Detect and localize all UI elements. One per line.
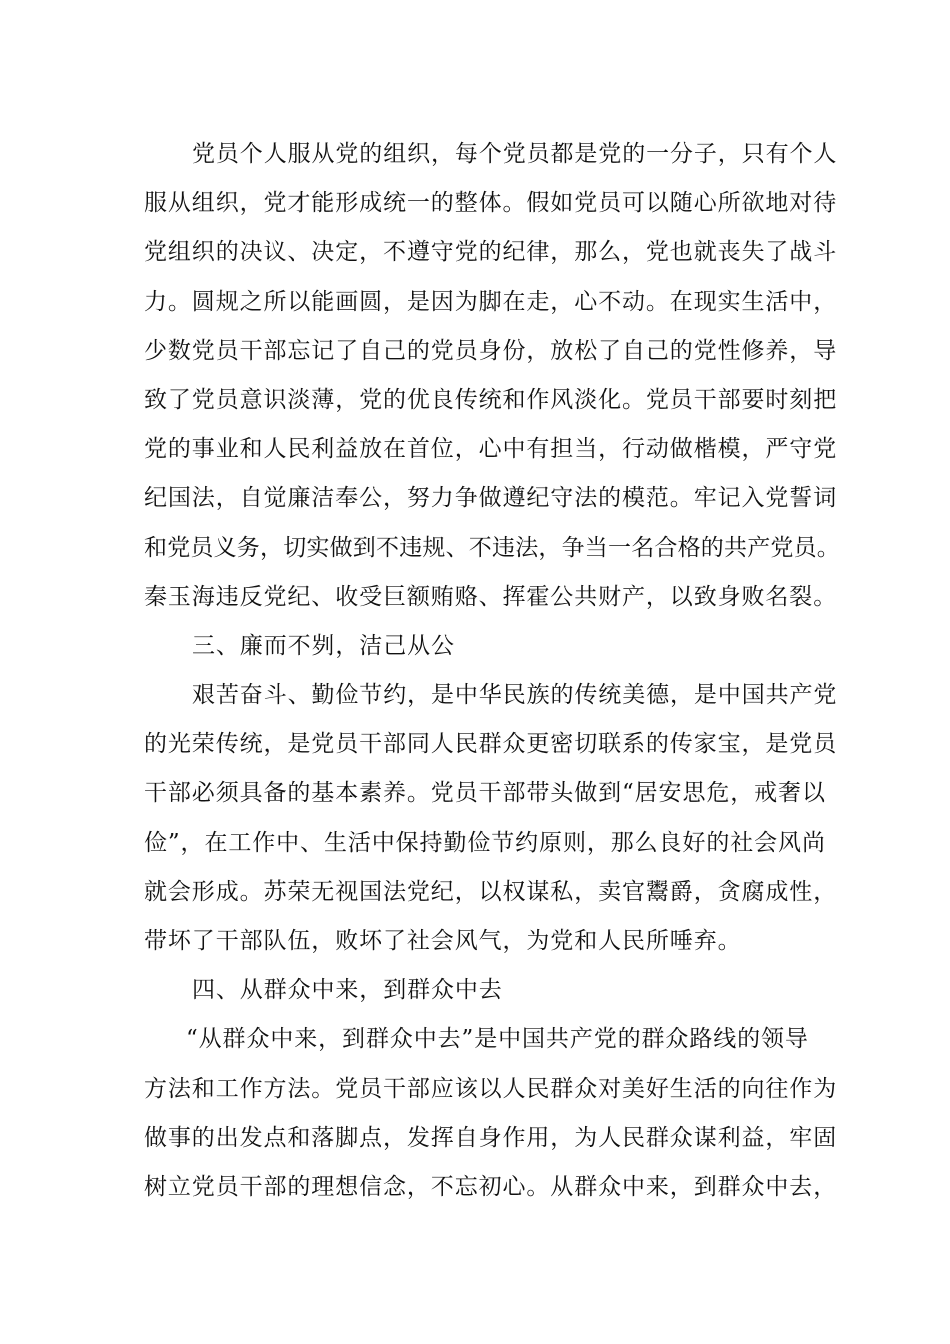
paragraph-line: 树立党员干部的理想信念，不忘初心。从群众中来，到群众中去，: [144, 1173, 838, 1200]
paragraph-line: 秦玉海违反党纪、收受巨额贿赂、挥霍公共财产，以致身败名裂。: [144, 583, 838, 610]
paragraph-line: 的光荣传统，是党员干部同人民群众更密切联系的传家宝，是党员: [144, 731, 838, 758]
paragraph-line: 和党员义务，切实做到不违规、不违法，争当一名合格的共产党员。: [144, 534, 840, 561]
section-heading: 四、从群众中来，到群众中去: [192, 977, 503, 1004]
paragraph-line: 党员个人服从党的组织，每个党员都是党的一分子，只有个人: [192, 141, 838, 167]
paragraph-line: 力。圆规之所以能画圆，是因为脚在走，心不动。在现实生活中，: [144, 288, 838, 315]
paragraph-line: 带坏了干部队伍，败坏了社会风气，为党和人民所唾弃。: [144, 928, 742, 954]
paragraph-line: 干部必须具备的基本素养。党员干部带头做到“居安思危，戒奢以: [144, 780, 826, 807]
paragraph-line: 方法和工作方法。党员干部应该以人民群众对美好生活的向往作为: [144, 1075, 838, 1102]
paragraph-line: “从群众中来，到群众中去”是中国共产党的群众路线的领导: [186, 1026, 809, 1053]
paragraph-line: 俭”，在工作中、生活中保持勤俭节约原则，那么良好的社会风尚: [144, 829, 826, 856]
paragraph-line: 艰苦奋斗、勤俭节约，是中华民族的传统美德，是中国共产党: [192, 682, 838, 709]
paragraph-line: 服从组织，党才能形成统一的整体。假如党员可以随心所欲地对待: [144, 190, 838, 217]
paragraph-line: 纪国法，自觉廉洁奉公，努力争做遵纪守法的模范。牢记入党誓词: [144, 485, 838, 512]
paragraph-line: 致了党员意识淡薄，党的优良传统和作风淡化。党员干部要时刻把: [144, 386, 838, 413]
document-body: [144, 130, 840, 1212]
paragraph-line: 少数党员干部忘记了自己的党员身份，放松了自己的党性修养，导: [144, 337, 838, 364]
paragraph-line: 就会形成。苏荣无视国法党纪，以权谋私，卖官鬻爵，贪腐成性，: [144, 878, 838, 905]
paragraph-line: 做事的出发点和落脚点，发挥自身作用，为人民群众谋利益，牢固: [144, 1124, 838, 1151]
paragraph-line: 党的事业和人民利益放在首位，心中有担当，行动做楷模，严守党: [144, 436, 838, 463]
section-heading: 三、廉而不刿，洁己从公: [192, 632, 455, 659]
paragraph-line: 党组织的决议、决定，不遵守党的纪律，那么，党也就丧失了战斗: [144, 239, 838, 266]
